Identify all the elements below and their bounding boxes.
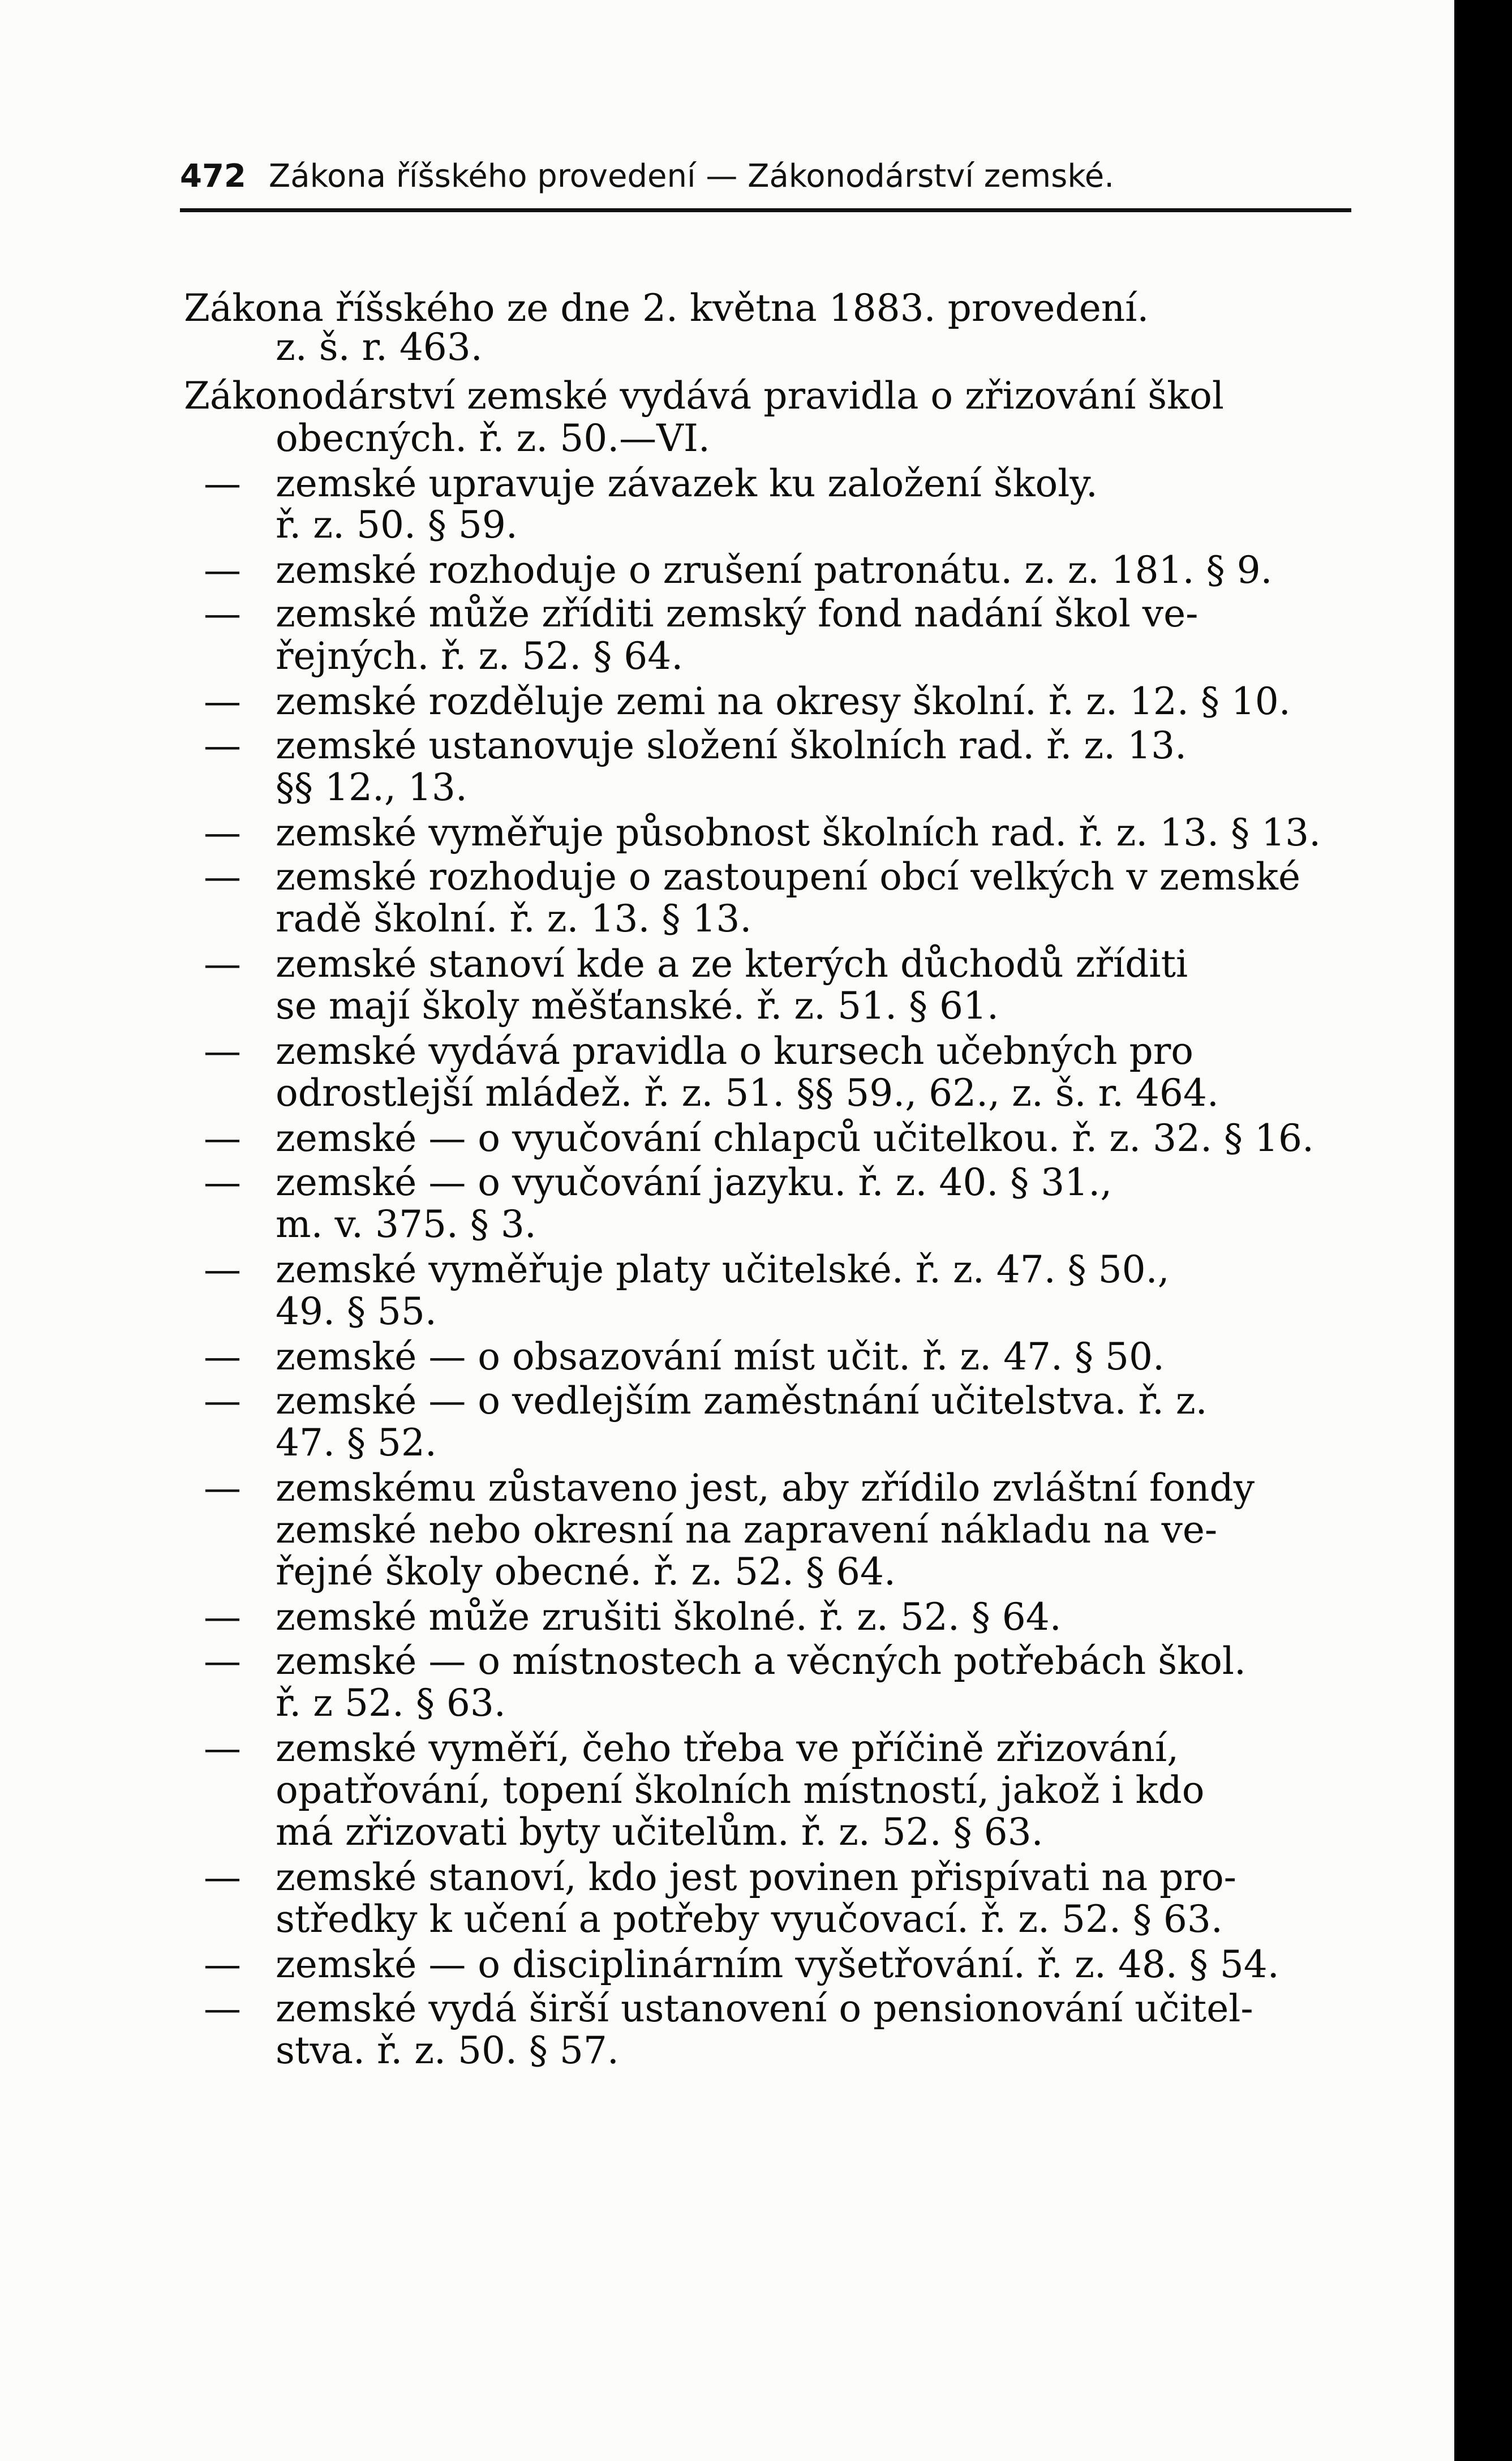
- index-line: řejných. ř. z. 52. § 64.: [276, 634, 684, 678]
- index-line: zemské ustanovuje složení školních rad. ř. z. 13.: [276, 724, 1187, 767]
- index-line: radě školní. ř. z. 13. § 13.: [276, 897, 752, 940]
- index-line: zemské stanoví, kdo jest povinen přispívati na pro-: [276, 1856, 1236, 1899]
- index-line: ř. z. 50. § 59.: [276, 503, 518, 547]
- entry-dash: —: [204, 1856, 241, 1899]
- entry-dash: —: [204, 811, 241, 854]
- entry-dash: —: [204, 592, 241, 635]
- index-line: zemské — o vedlejším zaměstnání učitelstva. ř. z.: [276, 1379, 1208, 1423]
- scan-edge: [1454, 0, 1512, 2461]
- index-line: zemské vyměřuje platy učitelské. ř. z. 47. § 50.,: [276, 1248, 1170, 1291]
- index-line: zemské upravuje závazek ku založení školy.: [276, 462, 1098, 505]
- index-line: se mají školy měšťanské. ř. z. 51. § 61.: [276, 984, 999, 1028]
- entry-dash: —: [204, 548, 241, 592]
- index-line: zemské rozhoduje o zrušení patronátu. z. z. 181. § 9.: [276, 548, 1273, 592]
- entry-dash: —: [204, 1116, 241, 1160]
- running-title: Zákona říšského provedení — Zákonodárství zemské.: [268, 158, 1115, 195]
- index-line: středky k učení a potřeby vyučovací. ř. z. 52. § 63.: [276, 1897, 1223, 1941]
- index-line: zemské vyměřuje působnost školních rad. ř. z. 13. § 13.: [276, 811, 1321, 854]
- entry-dash: —: [204, 1029, 241, 1073]
- index-line: stva. ř. z. 50. § 57.: [276, 2029, 619, 2072]
- index-line: zemské — o obsazování míst učit. ř. z. 47. § 50.: [276, 1335, 1165, 1378]
- index-line: zemské — o vyučování jazyku. ř. z. 40. § 31.,: [276, 1161, 1112, 1204]
- index-line: obecných. ř. z. 50.—VI.: [276, 416, 710, 460]
- entry-dash: —: [204, 1466, 241, 1510]
- index-line: zemské — o místnostech a věcných potřebách škol.: [276, 1639, 1246, 1683]
- entry-dash: —: [204, 680, 241, 723]
- index-line: odrostlejší mládež. ř. z. 51. §§ 59., 62., z. š. r. 464.: [276, 1071, 1219, 1115]
- index-line: z. š. r. 463.: [276, 325, 483, 369]
- entry-dash: —: [204, 724, 241, 767]
- entry-dash: —: [204, 1595, 241, 1639]
- entry-dash: —: [204, 1335, 241, 1378]
- entry-dash: —: [204, 1379, 241, 1423]
- entry-dash: —: [204, 1248, 241, 1291]
- index-line: Zákona říšského ze dne 2. května 1883. provedení.: [184, 286, 1149, 330]
- entry-dash: —: [204, 1943, 241, 1986]
- entry-dash: —: [204, 462, 241, 505]
- entry-dash: —: [204, 1726, 241, 1770]
- index-line: Zákonodárství zemské vydává pravidla o zřizování škol: [184, 374, 1225, 418]
- index-line: zemské — o disciplinárním vyšetřování. ř. z. 48. § 54.: [276, 1943, 1279, 1986]
- entry-dash: —: [204, 855, 241, 899]
- index-line: zemské stanoví kde a ze kterých důchodů zříditi: [276, 942, 1188, 986]
- index-line: ř. z 52. § 63.: [276, 1681, 506, 1725]
- entry-dash: —: [204, 942, 241, 986]
- index-line: zemské — o vyučování chlapců učitelkou. ř. z. 32. § 16.: [276, 1116, 1314, 1160]
- index-line: zemské rozhoduje o zastoupení obcí velkých v zemské: [276, 855, 1301, 899]
- index-line: zemské může zrušiti školné. ř. z. 52. § 64.: [276, 1595, 1062, 1639]
- index-line: 47. § 52.: [276, 1421, 437, 1464]
- index-line: zemské vydává pravidla o kursech učebných pro: [276, 1029, 1194, 1073]
- entry-dash: —: [204, 1987, 241, 2030]
- entry-dash: —: [204, 1161, 241, 1204]
- index-line: zemské vydá širší ustanovení o pensionování učitel-: [276, 1987, 1253, 2030]
- index-line: řejné školy obecné. ř. z. 52. § 64.: [276, 1550, 896, 1594]
- index-line: zemskému zůstaveno jest, aby zřídilo zvláštní fondy: [276, 1466, 1255, 1510]
- entry-dash: —: [204, 1639, 241, 1683]
- page-number: 472: [180, 158, 246, 195]
- index-line: 49. § 55.: [276, 1290, 437, 1333]
- index-line: má zřizovati byty učitelům. ř. z. 52. § 63.: [276, 1810, 1043, 1854]
- index-line: m. v. 375. § 3.: [276, 1202, 536, 1246]
- index-line: zemské nebo okresní na zapravení nákladu na ve-: [276, 1508, 1218, 1552]
- index-line: zemské vyměří, čeho třeba ve příčině zřizování,: [276, 1726, 1179, 1770]
- index-line: zemské může zříditi zemský fond nadání škol ve-: [276, 592, 1199, 635]
- index-line: §§ 12., 13.: [276, 766, 467, 809]
- index-line: opatřování, topení školních místností, jakož i kdo: [276, 1768, 1205, 1812]
- index-line: zemské rozděluje zemi na okresy školní. ř. z. 12. § 10.: [276, 680, 1291, 723]
